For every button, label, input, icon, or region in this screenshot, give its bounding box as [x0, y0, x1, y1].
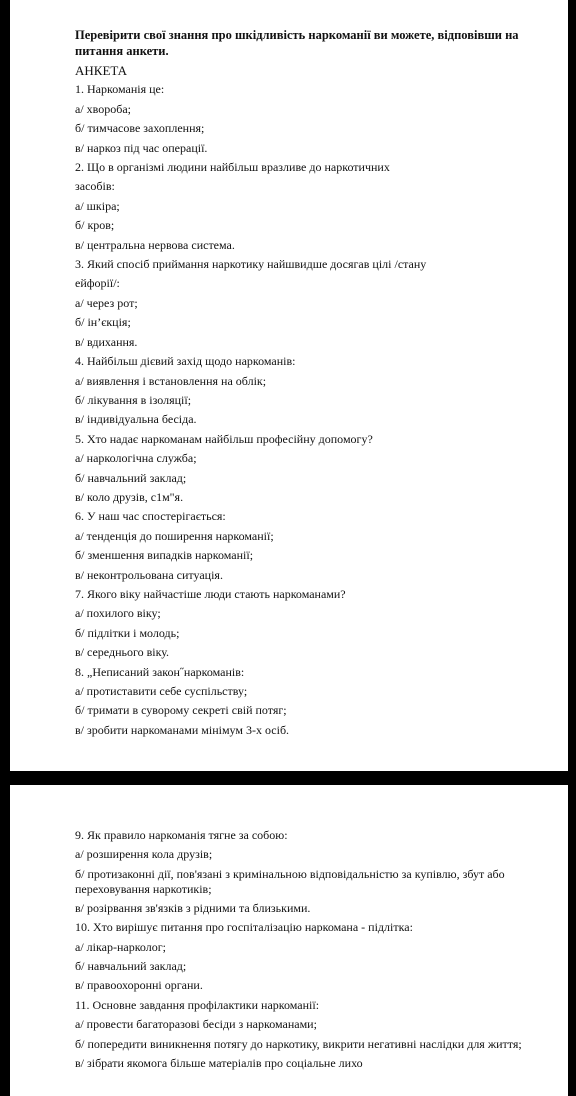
text-line: б/ ін’єкція; — [75, 315, 131, 330]
text-line: в/ неконтрольована ситуація. — [75, 567, 223, 582]
page-2-lines — [75, 826, 545, 1073]
text-line: б/ зменшення випадків наркоманії; — [75, 548, 254, 563]
page-1-lines — [75, 80, 545, 740]
page-1-content — [75, 27, 545, 740]
text-line: 1. Наркоманія це: — [75, 82, 165, 97]
text-line: а/ через рот; — [75, 295, 138, 310]
text-line: б/ навчальний заклад; — [75, 470, 187, 485]
text-line: б/ лікування в ізоляції; — [75, 392, 192, 407]
text-line: б/ попередити виникнення потягу до наркотику, викрити негативні наслідки для життя; — [75, 1036, 522, 1051]
text-line: 5. Хто надає наркоманам найбільш професійну допомогу? — [75, 431, 373, 446]
questionnaire-title: АНКЕТА — [75, 63, 128, 78]
text-line: а/ протиставити себе суспільству; — [75, 684, 248, 698]
questionnaire-intro: Перевірити свої знання про шкідливість наркоманії ви можете, відповівши на питання анкети. — [75, 28, 519, 58]
text-line: а/ виявлення і встановлення на облік; — [75, 373, 267, 388]
document-page-2 — [10, 785, 568, 1096]
text-line: 11. Основне завдання профілактики наркоманії: — [75, 997, 320, 1012]
text-line: в/ коло друзів, с1м"я. — [75, 489, 184, 504]
text-line: 6. У наш час спостерігається: — [75, 509, 226, 524]
text-line: а/ шкіра; — [75, 198, 120, 213]
text-line: в/ індивідуальна бесіда. — [75, 412, 197, 427]
text-line: б/ тримати в суворому секреті свій потяг; — [75, 703, 287, 718]
text-line: в/ середнього віку. — [75, 645, 170, 660]
text-line: 8. „Неписаний закон˝наркоманів: — [75, 664, 245, 679]
text-line: в/ вдихання. — [75, 334, 138, 349]
text-line: в/ зробити наркоманами мінімум 3-х осіб. — [75, 722, 290, 737]
text-line: засобів: — [75, 179, 115, 194]
text-line: в/ наркоз під час операції. — [75, 140, 208, 155]
text-line: а/ розширення кола друзів; — [75, 847, 213, 862]
text-line: ейфорії/: — [75, 276, 120, 291]
text-line: в/ правоохоронні органи. — [75, 978, 203, 993]
text-line: в/ розірвання зв'язків з рідними та близькими. — [75, 900, 311, 915]
text-line: 10. Хто вирішує питання про госпіталізацію наркомана - підлітка: — [75, 920, 413, 935]
text-line: б/ тимчасове захоплення; — [75, 121, 205, 136]
text-line: в/ центральна нервова система. — [75, 237, 235, 252]
text-line: б/ навчальний заклад; — [75, 959, 187, 974]
text-line: 3. Який спосіб приймання наркотику найшвидше досягав цілі /стану — [75, 257, 427, 272]
text-line: а/ хвороба; — [75, 101, 132, 116]
text-line: б/ підлітки і молодь; — [75, 625, 180, 640]
text-line: 4. Найбільш дієвий захід щодо наркоманів: — [75, 354, 296, 369]
text-line: б/ протизаконні дії, пов'язані з кримінальною відповідальністю за купівлю, збут або переховування наркотиків; — [75, 866, 505, 896]
text-line: 7. Якого віку найчастіше люди стають наркоманами? — [75, 586, 346, 601]
text-line: а/ наркологічна служба; — [75, 451, 197, 466]
text-line: б/ кров; — [75, 218, 115, 233]
text-line: а/ тенденція до поширення наркоманії; — [75, 528, 274, 543]
text-line: а/ лікар-нарколог; — [75, 939, 167, 954]
text-line: в/ зібрати якомога більше матеріалів про соціальне лихо — [75, 1055, 363, 1070]
text-line: 2. Що в організмі людини найбільш вразливе до наркотичних — [75, 160, 390, 175]
text-line: 9. Як правило наркоманія тягне за собою: — [75, 828, 288, 842]
page-2-content — [75, 826, 545, 1073]
document-page-1 — [10, 0, 568, 771]
text-line: а/ похилого віку; — [75, 606, 161, 621]
text-line: а/ провести багаторазові бесіди з наркоманами; — [75, 1017, 317, 1032]
